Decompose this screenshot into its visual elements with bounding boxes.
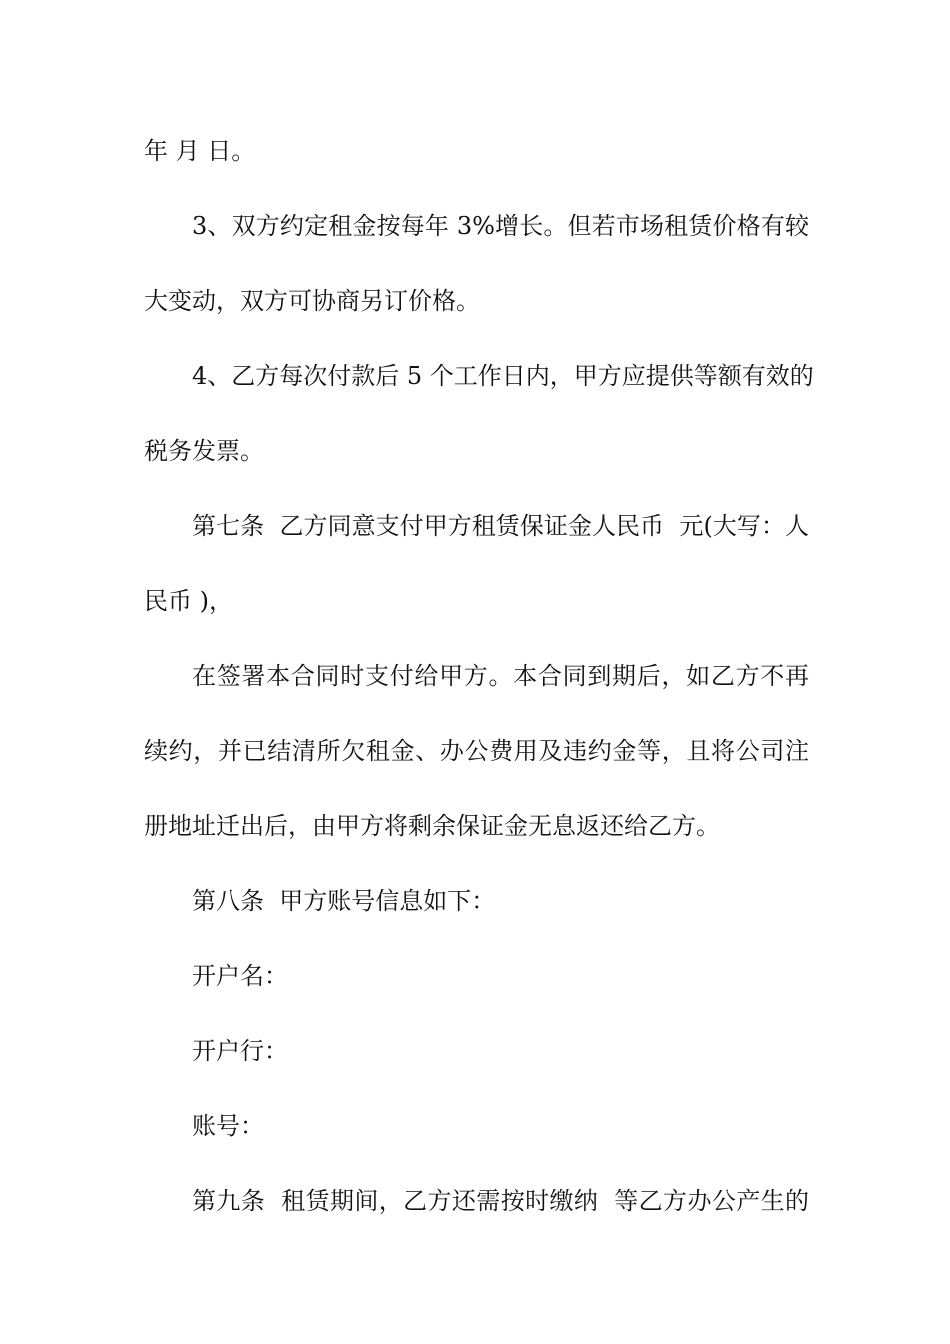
text-line-article-eight: 第八条 甲方账号信息如下： [192, 887, 496, 915]
text-line-rent-increase: 3、双方约定租金按每年 3%增长。但若市场租赁价格有较 [192, 212, 809, 240]
text-line-account-name: 开户名： [192, 962, 288, 990]
text-line-article-seven-end: 民币 )， [144, 587, 233, 615]
text-line-deposit-return: 册地址迁出后，由甲方将剩余保证金无息返还给乙方。 [144, 812, 720, 840]
text-line-date: 年 月 日。 [144, 137, 256, 165]
text-line-article-nine: 第九条 租赁期间，乙方还需按时缴纳 等乙方办公产生的 [192, 1187, 809, 1215]
text-line-rent-negotiation: 大变动，双方可协商另订价格。 [144, 287, 480, 315]
text-line-deposit-conditions: 续约，并已结清所欠租金、办公费用及违约金等，且将公司注 [144, 737, 809, 765]
text-line-invoice-term: 4、乙方每次付款后 5 个工作日内，甲方应提供等额有效的 [192, 362, 814, 390]
text-line-bank: 开户行： [192, 1037, 288, 1065]
text-line-account-number: 账号： [192, 1112, 264, 1140]
text-line-deposit-payment: 在签署本合同时支付给甲方。本合同到期后，如乙方不再 [192, 662, 809, 690]
text-line-article-seven: 第七条 乙方同意支付甲方租赁保证金人民币 元(大写：人 [192, 512, 809, 540]
text-line-invoice-end: 税务发票。 [144, 437, 264, 465]
